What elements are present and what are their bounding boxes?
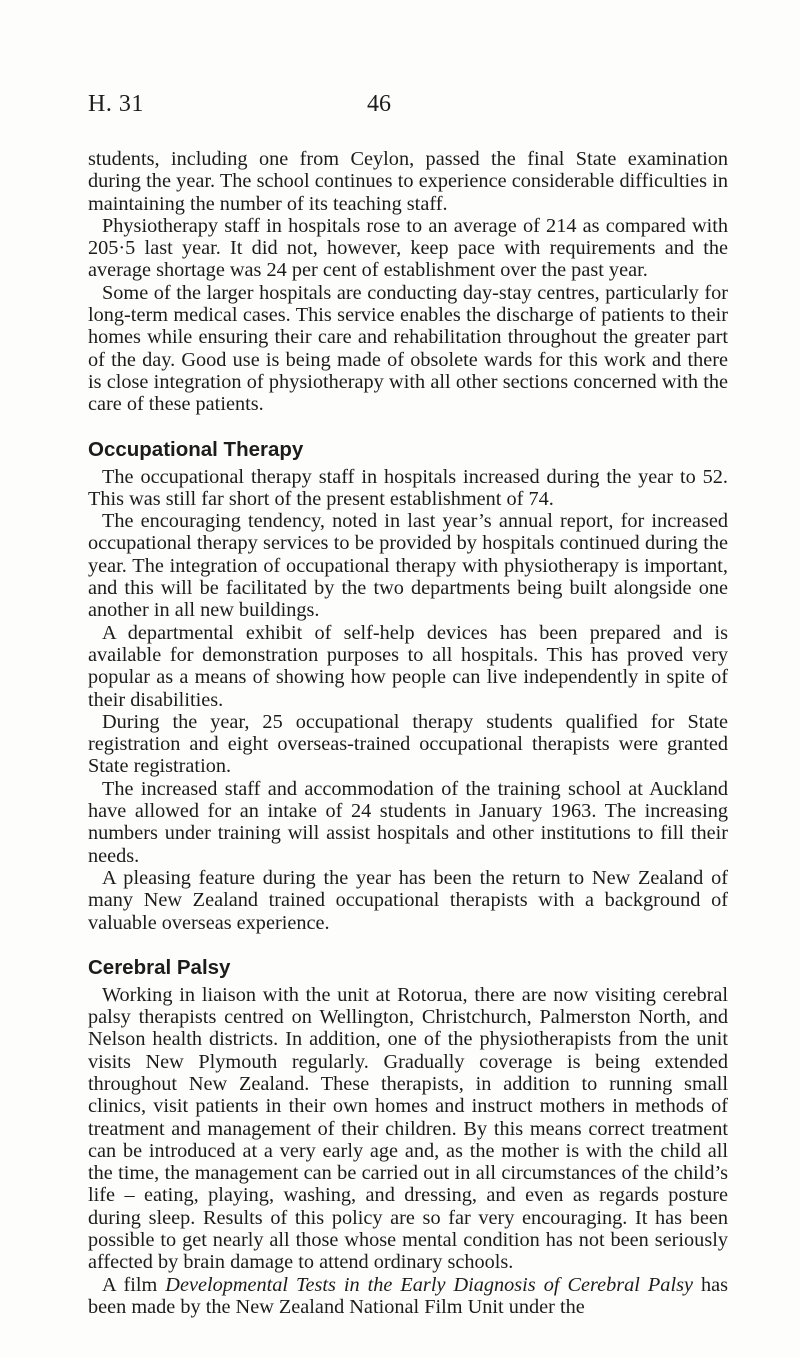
paragraph: students, including one from Ceylon, passed the final State examination during the year. The school continues to experience considerable difficulties in maintaining the number of its teaching staff. bbox=[88, 148, 728, 215]
film-title: Developmental Tests in the Early Diagnosis of Cerebral Palsy bbox=[165, 1273, 693, 1296]
document-reference: H. 31 bbox=[88, 91, 144, 117]
page-header bbox=[88, 91, 408, 121]
body-text bbox=[88, 148, 728, 1318]
paragraph: The occupational therapy staff in hospitals increased during the year to 52. This was still far short of the present establishment of 74. bbox=[88, 465, 728, 510]
paragraph: The encouraging tendency, noted in last year’s annual report, for increased occupational therapy services to be provided by hospitals continued during the year. The integration of occupational therapy with physiotherapy is important, and this will be facilitated by the two departments being built alongside one another in all new buildings. bbox=[88, 510, 728, 622]
paragraph: During the year, 25 occupational therapy students qualified for State registration and eight overseas-trained occupational therapists were granted State registration. bbox=[88, 710, 728, 778]
page-number: 46 bbox=[367, 91, 391, 117]
film-paragraph-rest: has been made by the New Zealand National Film Unit under the bbox=[88, 1273, 729, 1318]
paragraph: A departmental exhibit of self-help devices has been prepared and is available for demonstration purposes to all hospitals. This has proved very popular as a means of showing how people can live independently in spite of their disabilities. bbox=[88, 621, 728, 711]
section-heading-cerebral-palsy: Cerebral Palsy bbox=[88, 955, 231, 979]
paragraph: Physiotherapy staff in hospitals rose to an average of 214 as compared with 205·5 last year. It did not, however, keep pace with requirements and the average shortage was 24 per cent of establishment over the past year. bbox=[88, 214, 728, 282]
film-paragraph bbox=[88, 1274, 728, 1319]
paragraph: A pleasing feature during the year has been the return to New Zealand of many New Zealand trained occupational therapists with a background of valuable overseas experience. bbox=[88, 866, 728, 934]
paragraph: Working in liaison with the unit at Rotorua, there are now visiting cerebral palsy therapists centred on Wellington, Christchurch, Palmerston North, and Nelson health districts. In addition, one of the physiotherapists from the unit visits New Plymouth regularly. Gradually coverage is being extended throughout New Zealand. These therapists, in addition to running small clinics, visit patients in their own homes and instruct mothers in methods of treatment and management of their children. By this means correct treatment can be introduced at a very early age and, as the mother is with the child all the time, the management can be carried out in all circumstances of the child’s life – eating, playing, washing, and dressing, and even as regards posture during sleep. Results of this policy are so far very encouraging. It has been possible to get nearly all those whose mental condition has not been seriously affected by brain damage to attend ordinary schools. bbox=[88, 983, 728, 1274]
film-paragraph-intro: A film bbox=[102, 1273, 166, 1296]
paragraph: The increased staff and accommodation of the training school at Auckland have allowed for an intake of 24 students in January 1963. The increasing numbers under training will assist hospitals and other institutions to fill their needs. bbox=[88, 777, 728, 867]
section-heading-occupational-therapy: Occupational Therapy bbox=[88, 437, 304, 461]
paragraph: Some of the larger hospitals are conducting day-stay centres, particularly for long-term medical cases. This service enables the discharge of patients to their homes while ensuring their care and rehabilitation throughout the greater part of the day. Good use is being made of obsolete wards for this work and there is close integration of physiotherapy with all other sections concerned with the care of these patients. bbox=[88, 281, 728, 416]
